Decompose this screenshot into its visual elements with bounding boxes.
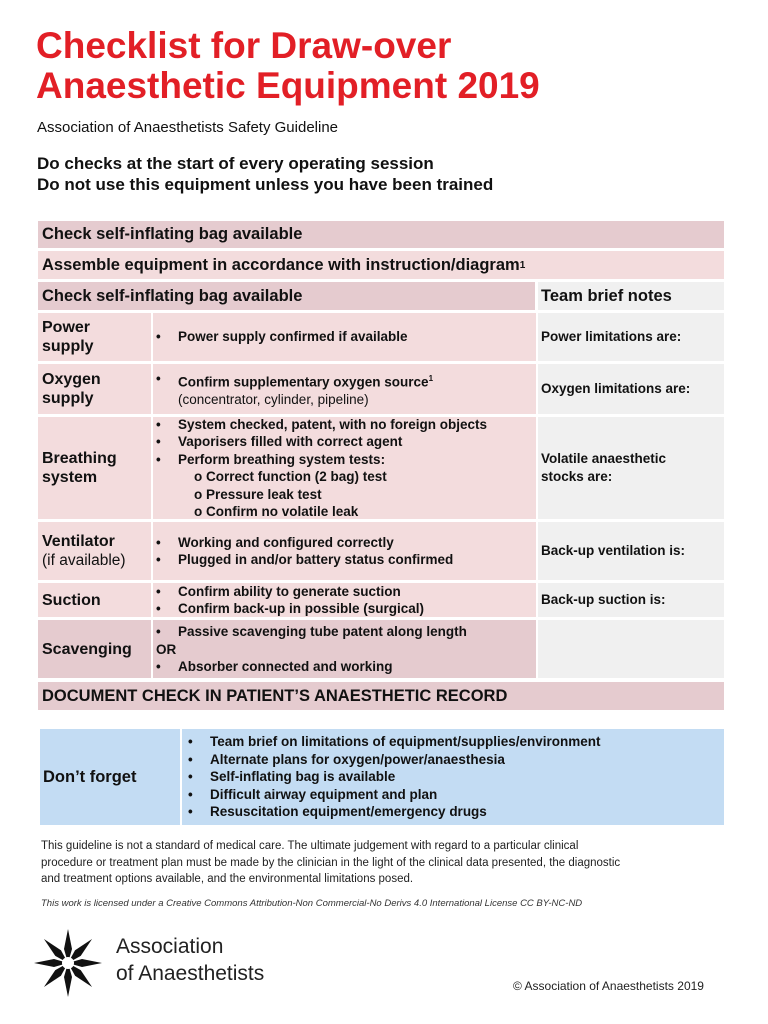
row-note-scavenging <box>538 620 724 678</box>
row-items-suction <box>153 583 536 617</box>
band-assemble <box>38 251 724 279</box>
list-item: • Confirm supplementary oxygen source$^1$ <box>156 370 434 390</box>
list-item-detail: (concentrator, cylinder, pipeline) <box>178 391 369 407</box>
band-check-bag <box>38 221 724 248</box>
sub-list-item: o Pressure leak test <box>194 486 322 502</box>
power-label-2: supply <box>42 338 94 355</box>
scavenging-label: Scavenging <box>42 640 132 658</box>
license-note: This work is licensed under a Creative Commons Attribution-Non Commercial-No Derivs 4.0 International License CC BY-NC-ND <box>41 898 583 909</box>
table-header-check-text: Check self-inflating bag available <box>42 286 303 305</box>
row-label-power <box>38 313 151 361</box>
page-title <box>36 26 736 106</box>
oxygen-label-2: supply <box>42 390 94 407</box>
row-label-scavenging <box>38 620 151 678</box>
sub-list-item: o Correct function (2 bag) test <box>194 469 387 484</box>
row-items-power <box>153 313 536 361</box>
list-item: • Perform breathing system tests: <box>156 451 386 467</box>
row-label-breathing <box>38 417 151 519</box>
band-document <box>38 682 724 710</box>
list-item: • Working and configured correctly <box>156 534 394 550</box>
oxygen-note: Oxygen limitations are: <box>541 381 691 396</box>
disclaimer: This guideline is not a standard of medical care. The ultimate judgement with regard to a particular clinical procedure or treatment plan must be made by the clinician in the light of the clinical data presented, the diagnostic and treatment options available, and the environmental limitations posed. <box>41 840 621 885</box>
row-note-suction <box>538 583 724 617</box>
list-item: • Power supply confirmed if available <box>156 329 408 345</box>
sub-list-item: o Confirm no volatile leak <box>194 504 359 519</box>
instruction-1: Do checks at the start of every operating session <box>37 154 434 173</box>
list-item: • Confirm back-up in possible (surgical) <box>156 601 425 616</box>
power-note: Power limitations are: <box>541 329 682 344</box>
list-item: • Difficult airway equipment and plan <box>188 786 438 802</box>
ventilator-label-1: Ventilator <box>42 533 115 550</box>
ventilator-note: Back-up ventilation is: <box>541 543 686 558</box>
dont-forget-label <box>40 729 180 825</box>
breathing-note-1: Volatile anaesthetic <box>541 451 667 466</box>
list-item: • Self-inflating bag is available <box>188 769 396 785</box>
row-items-oxygen <box>153 364 536 414</box>
dont-forget-text: Don’t forget <box>43 767 137 786</box>
or-separator: OR <box>156 641 177 657</box>
row-items-scavenging <box>153 620 536 678</box>
subtitle: Association of Anaesthetists Safety Guideline <box>37 119 339 136</box>
org-name-line-2: of Anaesthetists <box>116 962 265 985</box>
row-note-ventilator <box>538 522 724 580</box>
row-note-power <box>538 313 724 361</box>
instruction-2: Do not use this equipment unless you have been trained <box>37 175 494 194</box>
table-header-notes <box>538 282 724 310</box>
power-label-1: Power <box>42 319 91 336</box>
title-line-1: Checklist for Draw-over <box>36 25 452 66</box>
band-assemble-sup: 1 <box>519 259 526 271</box>
row-note-breathing <box>538 417 724 519</box>
oxygen-label-1: Oxygen <box>42 371 101 388</box>
dont-forget-list <box>182 729 724 825</box>
list-item: • System checked, patent, with no foreign objects <box>156 417 488 432</box>
list-item: • Absorber connected and working <box>156 658 393 674</box>
list-item: • Passive scavenging tube patent along length <box>156 624 467 639</box>
row-items-ventilator <box>153 522 536 580</box>
band-document-text: DOCUMENT CHECK IN PATIENT’S ANAESTHETIC RECORD <box>42 686 508 705</box>
breathing-label-1: Breathing <box>42 450 117 467</box>
suction-label: Suction <box>42 591 101 609</box>
org-name-line-1: Association <box>116 935 224 958</box>
list-item: • Resuscitation equipment/emergency drugs <box>188 804 487 820</box>
row-items-breathing <box>153 417 536 519</box>
title-line-2: Anaesthetic Equipment 2019 <box>36 65 540 106</box>
table-header-check <box>38 282 535 310</box>
suction-note: Back-up suction is: <box>541 592 666 607</box>
list-item: • Team brief on limitations of equipment/supplies/environment <box>188 734 601 750</box>
team-brief-notes-heading: Team brief notes <box>541 286 672 305</box>
row-note-oxygen <box>538 364 724 414</box>
list-item: • Confirm ability to generate suction <box>156 583 401 599</box>
copyright: © Association of Anaesthetists 2019 <box>513 979 704 993</box>
breathing-label-2: system <box>42 469 98 486</box>
ventilator-label-2: (if available) <box>42 552 126 569</box>
row-label-ventilator <box>38 522 151 580</box>
list-item: • Vaporisers filled with correct agent <box>156 434 403 449</box>
row-label-suction <box>38 583 151 617</box>
row-label-oxygen <box>38 364 151 414</box>
band-assemble-text: Assemble equipment in accordance with instruction/diagram <box>42 255 520 274</box>
list-item: • Alternate plans for oxygen/power/anaesthesia <box>188 751 505 767</box>
breathing-note-2: stocks are: <box>541 469 613 484</box>
band-check-bag-text: Check self-inflating bag available <box>42 225 303 243</box>
association-logo-icon <box>30 928 106 998</box>
list-item: • Plugged in and/or battery status confirmed <box>156 552 454 567</box>
